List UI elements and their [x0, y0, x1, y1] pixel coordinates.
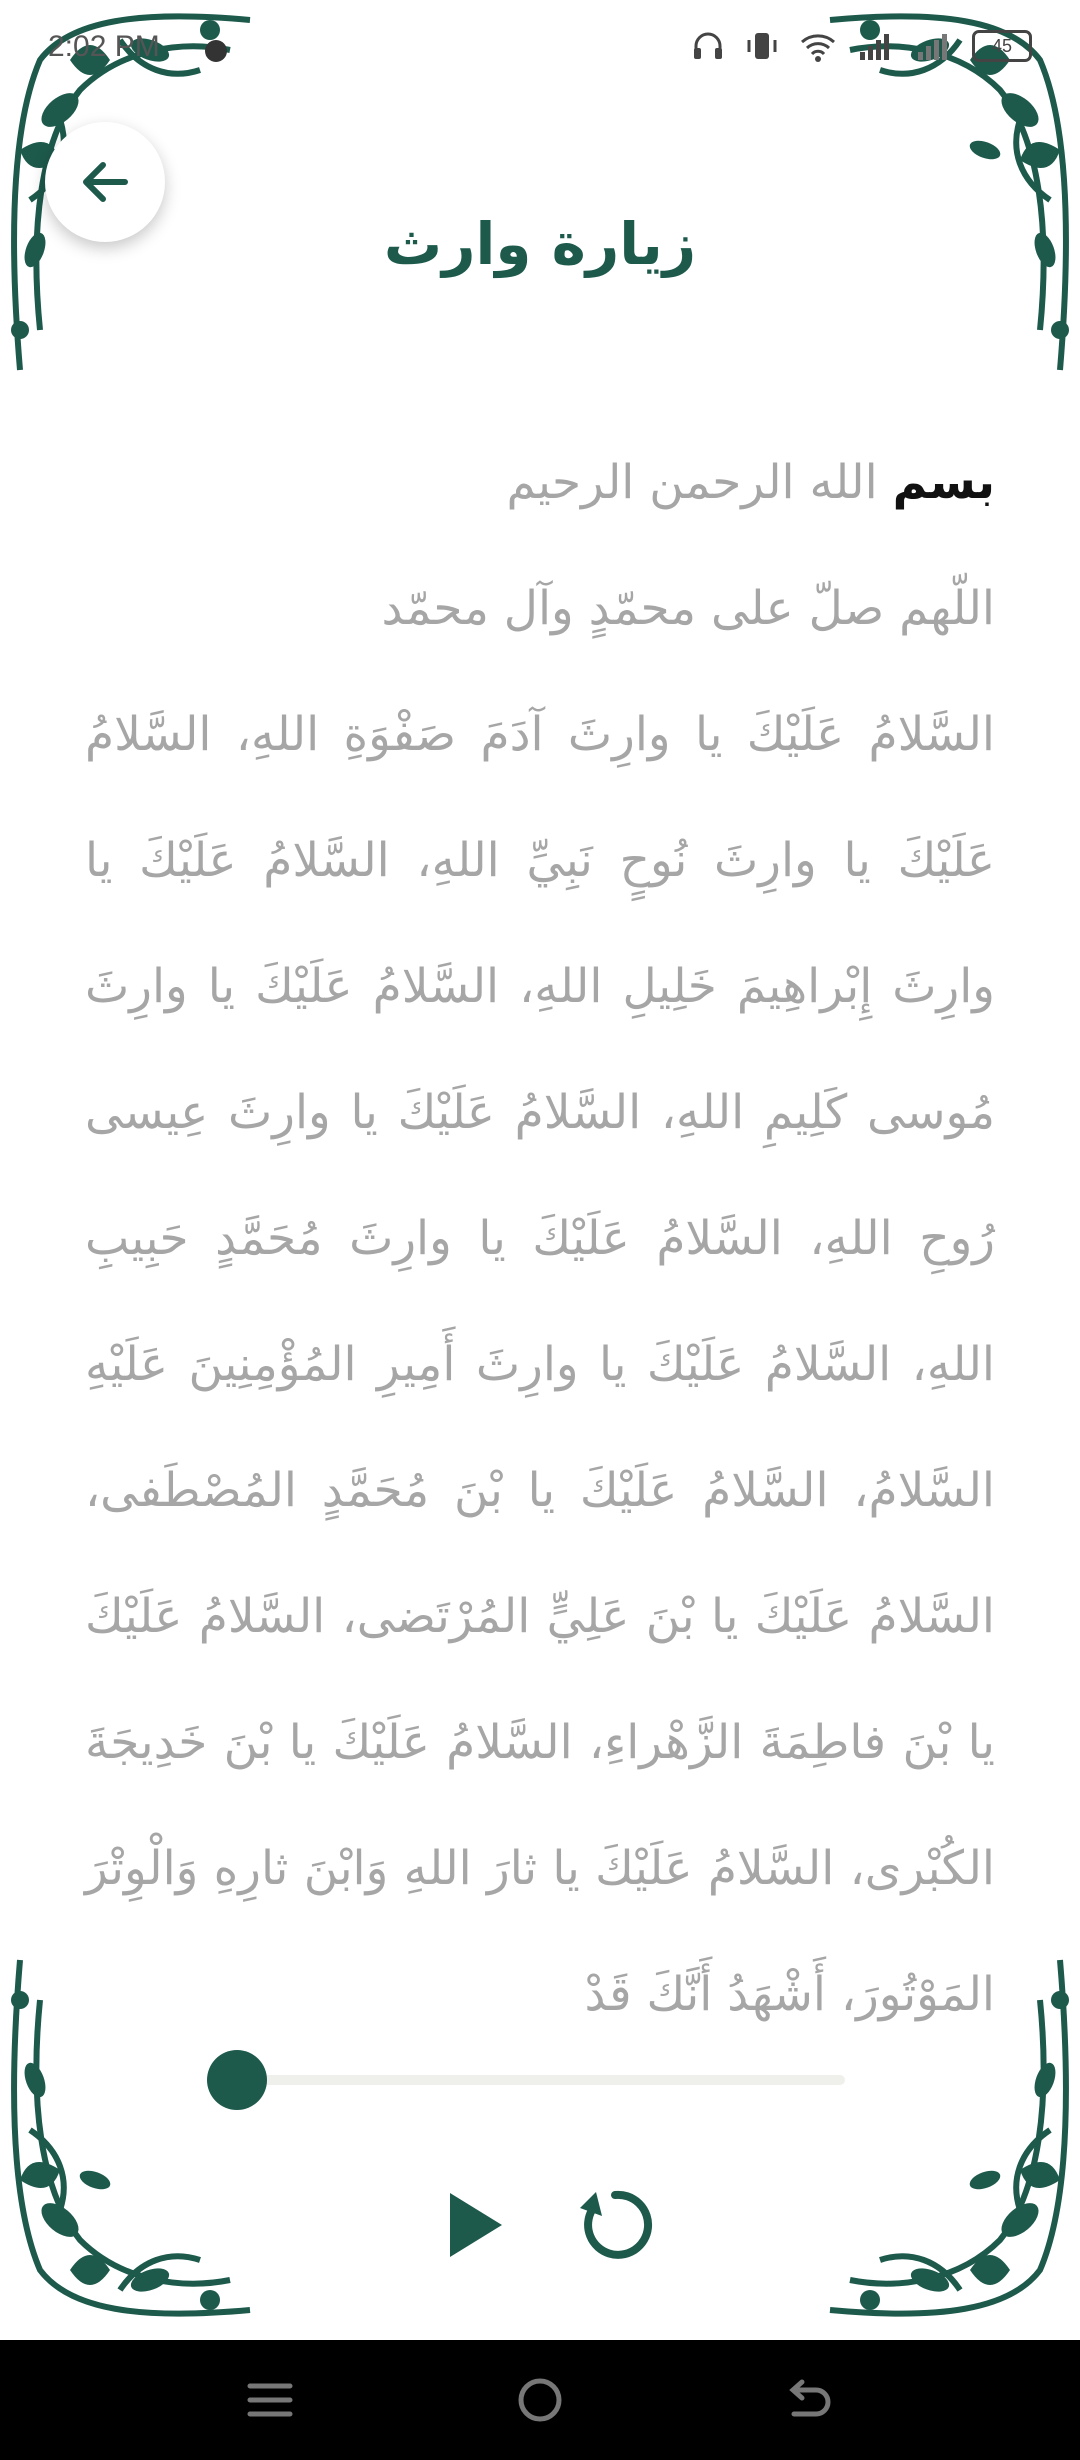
prayer-text-area[interactable]: [85, 420, 995, 2022]
status-bar: [0, 0, 1080, 100]
page-title: زيارة وارث: [383, 210, 697, 278]
replay-icon[interactable]: [570, 2180, 660, 2270]
bismillah-rest: الله الرحمن الرحيم: [506, 455, 878, 510]
headphones-icon: [690, 28, 726, 64]
play-icon[interactable]: [440, 2185, 510, 2265]
progress-slider[interactable]: [235, 2075, 845, 2085]
signal-icon-2: [914, 28, 954, 64]
audio-player: [0, 2040, 1080, 2340]
bismillah-word: بسم: [892, 455, 995, 510]
home-icon[interactable]: [510, 2370, 570, 2430]
recent-apps-icon[interactable]: [240, 2370, 300, 2430]
notification-dot-icon: [205, 40, 227, 62]
system-nav-bar: [0, 2340, 1080, 2460]
wifi-icon: [798, 28, 838, 64]
back-button[interactable]: [45, 122, 165, 242]
progress-thumb[interactable]: [207, 2050, 267, 2110]
status-time: 2:02 PM: [48, 30, 160, 63]
ziyarat-text: السَّلامُ عَلَيْكَ يا وارِثَ آدَمَ صَفْوَةِ اللهِ، السَّلامُ عَلَيْكَ يا وارِثَ نُوحٍ نَبِيِّ اللهِ، السَّلامُ عَلَيْكَ يا وارِثَ إِبْراهِيمَ خَلِيلِ اللهِ، السَّلامُ عَلَيْكَ يا وارِثَ مُوسى كَلِيمِ اللهِ، السَّلامُ عَلَيْكَ يا وارِثَ عِيسى رُوحِ اللهِ، السَّلامُ عَلَيْكَ يا وارِثَ مُحَمَّدٍ حَبِيبِ اللهِ، السَّلامُ عَلَيْكَ يا وارِثَ أَمِيرِ المُؤْمِنِينَ عَلَيْهِ السَّلامُ، السَّلامُ عَلَيْكَ يا بْنَ مُحَمَّدٍ المُصْطَفى، السَّلامُ عَلَيْكَ يا بْنَ عَلِيٍّ المُرْتَضى، السَّلامُ عَلَيْكَ يا بْنَ فاطِمَةَ الزَّهْراءِ، السَّلامُ عَلَيْكَ يا بْنَ خَدِيجَةَ الكُبْرى، السَّلامُ عَلَيْكَ يا ثارَ اللهِ وَابْنَ ثارِهِ وَالْوِتْرَ المَوْتُورَ، أَشْهَدُ أَنَّكَ قَدْ: [85, 707, 995, 2022]
status-icons: [690, 28, 1032, 64]
back-nav-icon[interactable]: [780, 2370, 840, 2430]
battery-indicator: 45: [972, 30, 1032, 62]
salawat-line: اللّهم صلّ على محمّدٍ وآل محمّد: [381, 581, 995, 636]
arrow-left-icon: [77, 154, 133, 210]
vibrate-icon: [744, 28, 780, 64]
bismillah-line: [85, 420, 995, 546]
signal-icon: [856, 28, 896, 64]
